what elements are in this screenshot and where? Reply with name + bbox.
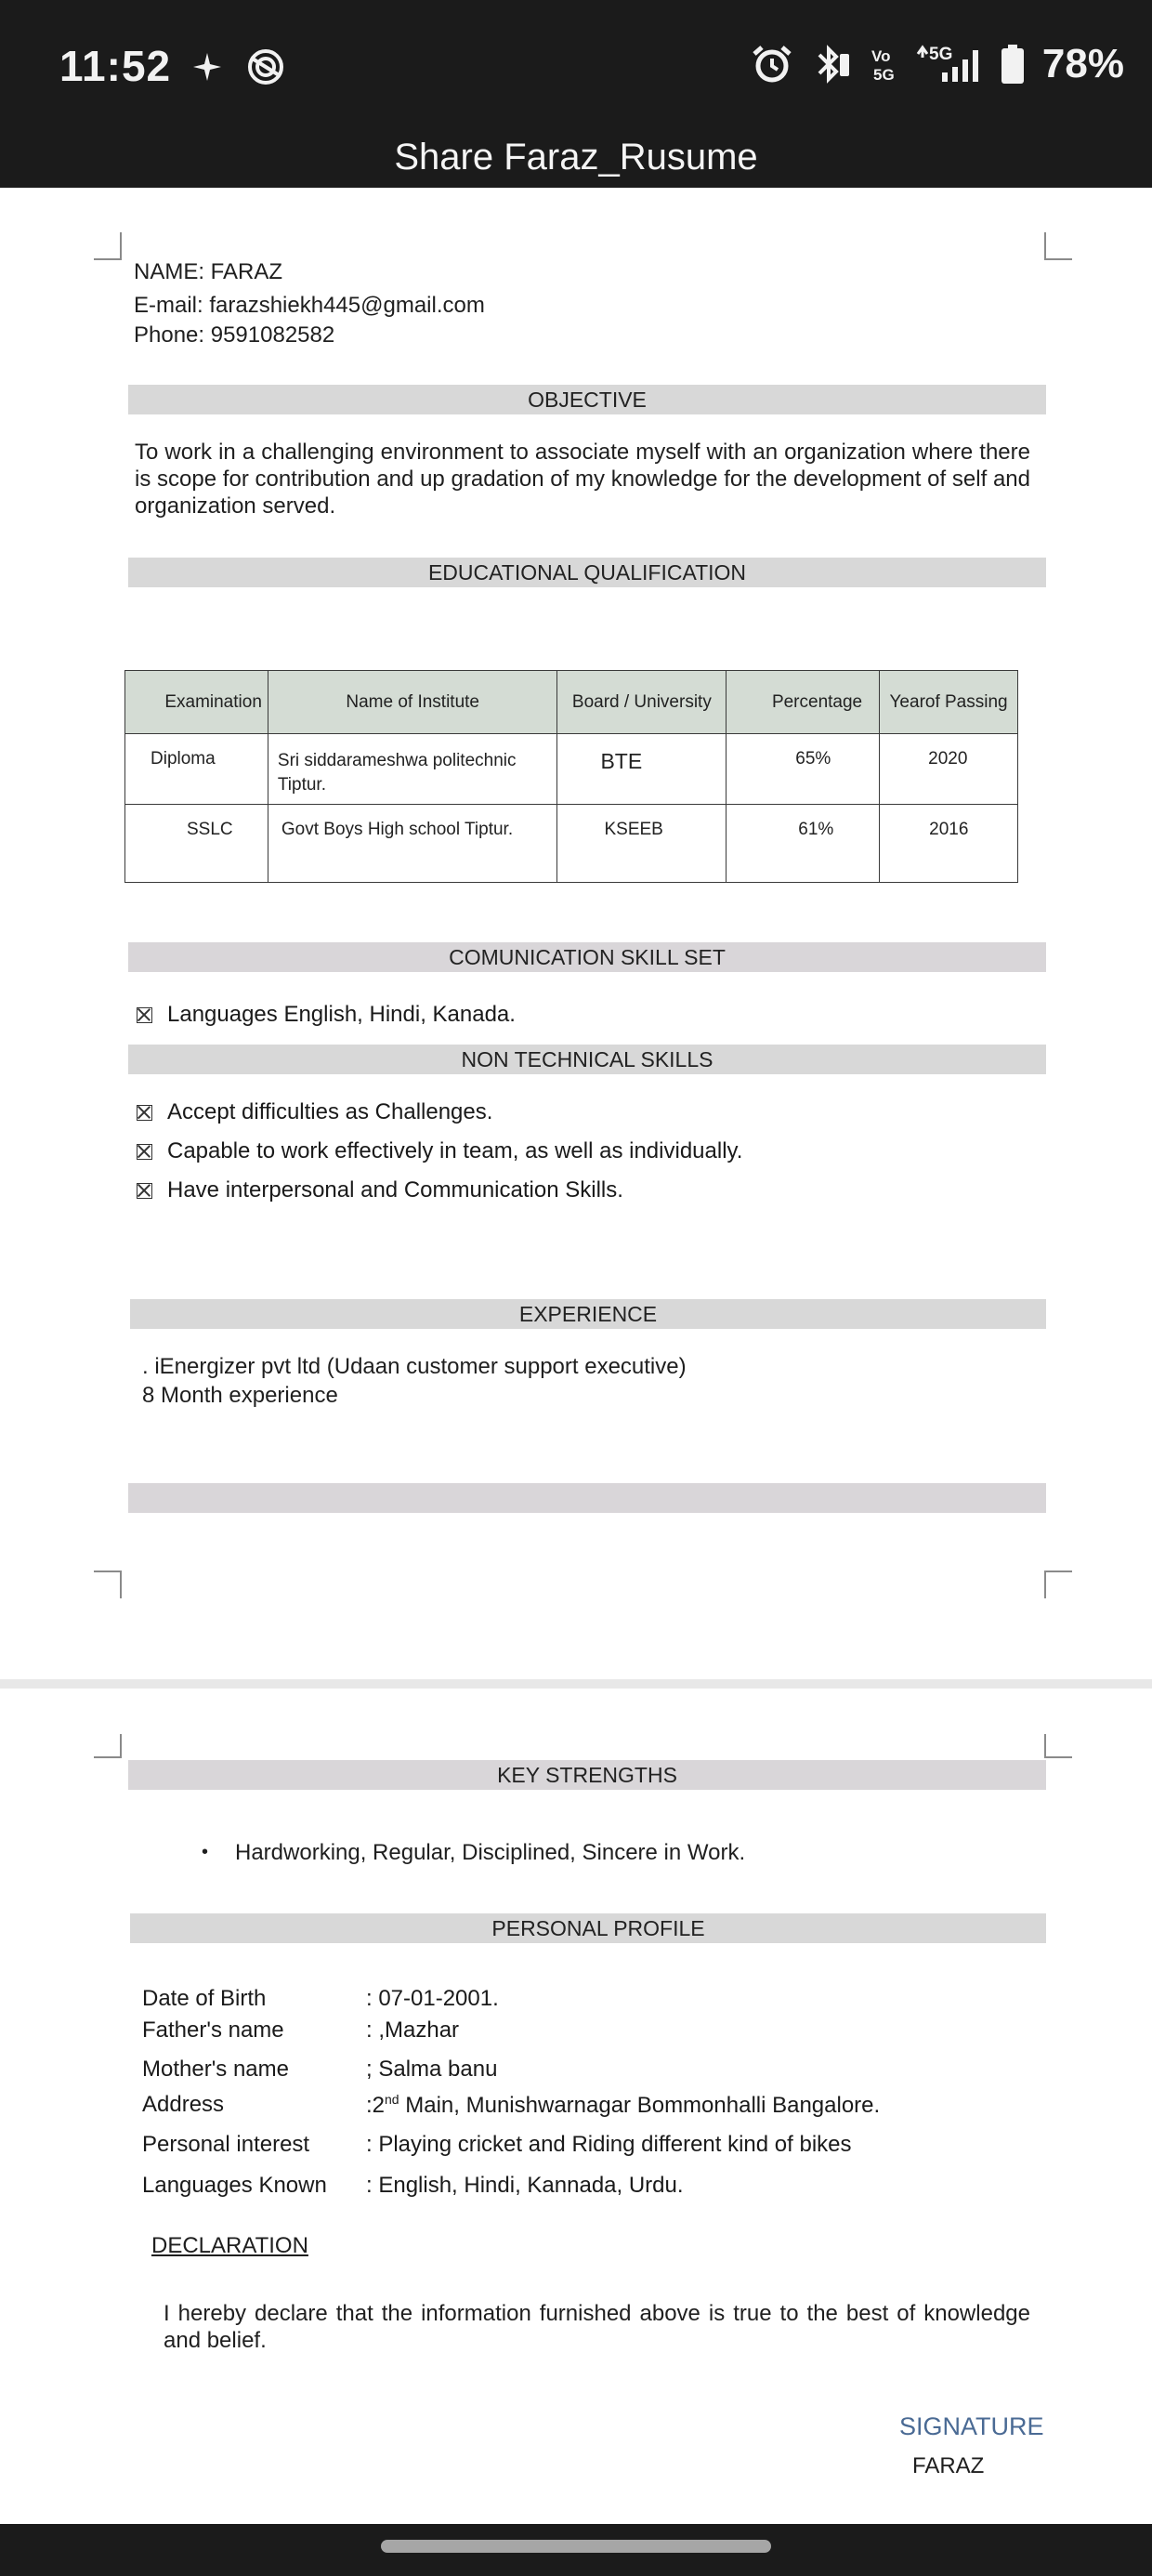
experience-line-2: 8 Month experience [142, 1383, 338, 1408]
address-rest: Main, Munishwarnagar Bommonhalli Bangalore. [399, 2093, 881, 2118]
list-item-text: Accept difficulties as Challenges. [167, 1099, 493, 1124]
page-corner-mark [94, 1571, 122, 1598]
profile-value: ; Salma banu [366, 2057, 498, 2082]
list-item-text: Capable to work effectively in team, as well as individually. [167, 1138, 743, 1163]
signature-name: FARAZ [912, 2453, 985, 2478]
page-corner-mark [1044, 1571, 1072, 1598]
section-heading-personal-profile: PERSONAL PROFILE [130, 1913, 1046, 1943]
signal-icon [914, 43, 983, 85]
list-item [137, 1002, 516, 1028]
list-item [137, 1099, 492, 1125]
section-heading-non-technical: NON TECHNICAL SKILLS [128, 1045, 1046, 1074]
network-type: 5G [928, 45, 953, 64]
experience-line-1: . iEnergizer pvt ltd (Udaan customer support executive) [142, 1354, 687, 1379]
table-cell: Diploma [125, 734, 268, 805]
checkbox-bullet-icon [137, 1144, 152, 1160]
list-item [137, 1138, 742, 1164]
resume-phone: Phone: 9591082582 [134, 322, 335, 348]
profile-label: Father's name [142, 2017, 284, 2043]
table-cell: 65% [727, 734, 880, 805]
address-ordinal: nd [385, 2092, 399, 2107]
profile-label: Date of Birth [142, 1986, 267, 2011]
checkbox-bullet-icon [137, 1105, 152, 1121]
alarm-icon [751, 43, 793, 85]
section-heading-communication: COMUNICATION SKILL SET [128, 942, 1046, 972]
table-header: Percentage [727, 671, 880, 734]
signature-label: SIGNATURE [899, 2412, 1044, 2440]
education-table [124, 670, 1018, 883]
table-cell: Govt Boys High school Tiptur. [268, 805, 557, 883]
page-corner-mark [1044, 1734, 1072, 1758]
bluetooth-icon [810, 43, 853, 85]
checkbox-bullet-icon [137, 1183, 152, 1199]
svg-text:Vo: Vo [871, 47, 891, 65]
resume-email: E-mail: farazshiekh445@gmail.com [134, 293, 485, 318]
page-separator [0, 1679, 1152, 1689]
home-gesture-handle[interactable] [381, 2540, 771, 2553]
objective-text: To work in a challenging environment to associate myself with an organization where there is scope for contribution and up gradation of my knowledge for the development of self and organization served. [135, 440, 1030, 519]
key-strength-item: Hardworking, Regular, Disciplined, Sincere in Work. [235, 1840, 746, 1865]
table-cell: SSLC [125, 805, 268, 883]
brightness-icon [191, 51, 223, 83]
checkbox-bullet-icon [137, 1007, 152, 1023]
table-cell: BTE [557, 734, 727, 805]
page-corner-mark [94, 232, 122, 260]
list-item-text: Languages English, Hindi, Kanada. [167, 1002, 516, 1027]
page-title: Share Faraz_Rusume [394, 137, 758, 177]
section-heading-objective: OBJECTIVE [128, 385, 1046, 414]
status-time: 11:52 [59, 42, 172, 90]
focus-mode-icon [245, 46, 286, 87]
profile-value: : English, Hindi, Kannada, Urdu. [366, 2173, 684, 2198]
address-prefix: :2 [366, 2093, 386, 2118]
empty-section-band [128, 1483, 1046, 1513]
bullet-icon: • [202, 1842, 209, 1862]
document-page-1[interactable] [0, 188, 1152, 1679]
table-cell: Sri siddarameshwa politechnic Tiptur. [268, 734, 557, 805]
section-heading-key-strengths: KEY STRENGTHS [128, 1760, 1046, 1790]
table-header: Board / University [557, 671, 727, 734]
table-header: Examination [125, 671, 268, 734]
status-bar [0, 0, 1152, 130]
page-corner-mark [1044, 232, 1072, 260]
declaration-heading: DECLARATION [151, 2233, 308, 2258]
battery-percent: 78% [1041, 41, 1124, 86]
svg-text:5G: 5G [872, 66, 895, 84]
profile-value: : ,Mazhar [366, 2017, 460, 2043]
table-header: Name of Institute [268, 671, 557, 734]
table-cell: 2016 [880, 805, 1018, 883]
document-page-2[interactable] [0, 1689, 1152, 2525]
profile-value: : Playing cricket and Riding different kind of bikes [366, 2132, 852, 2157]
profile-value [366, 2092, 880, 2119]
profile-label: Personal interest [142, 2132, 310, 2157]
list-item [137, 1177, 623, 1203]
page-corner-mark [94, 1734, 122, 1758]
table-row [125, 734, 1018, 805]
profile-label: Languages Known [142, 2173, 327, 2198]
resume-name: NAME: FARAZ [134, 259, 283, 284]
table-cell: KSEEB [557, 805, 727, 883]
table-cell: 2020 [880, 734, 1018, 805]
profile-value: : 07-01-2001. [366, 1986, 499, 2011]
section-heading-experience: EXPERIENCE [130, 1299, 1046, 1329]
list-item-text: Have interpersonal and Communication Skills. [167, 1177, 623, 1203]
table-cell: 61% [727, 805, 880, 883]
section-heading-education: EDUCATIONAL QUALIFICATION [128, 558, 1046, 587]
volte-icon [870, 43, 897, 85]
table-header: Yearof Passing [880, 671, 1018, 734]
table-row [125, 805, 1018, 883]
profile-label: Mother's name [142, 2057, 289, 2082]
declaration-text: I hereby declare that the information furnished above is true to the best of knowledge and belief. [164, 2301, 1030, 2353]
battery-icon [1000, 43, 1026, 85]
profile-label: Address [142, 2092, 225, 2117]
